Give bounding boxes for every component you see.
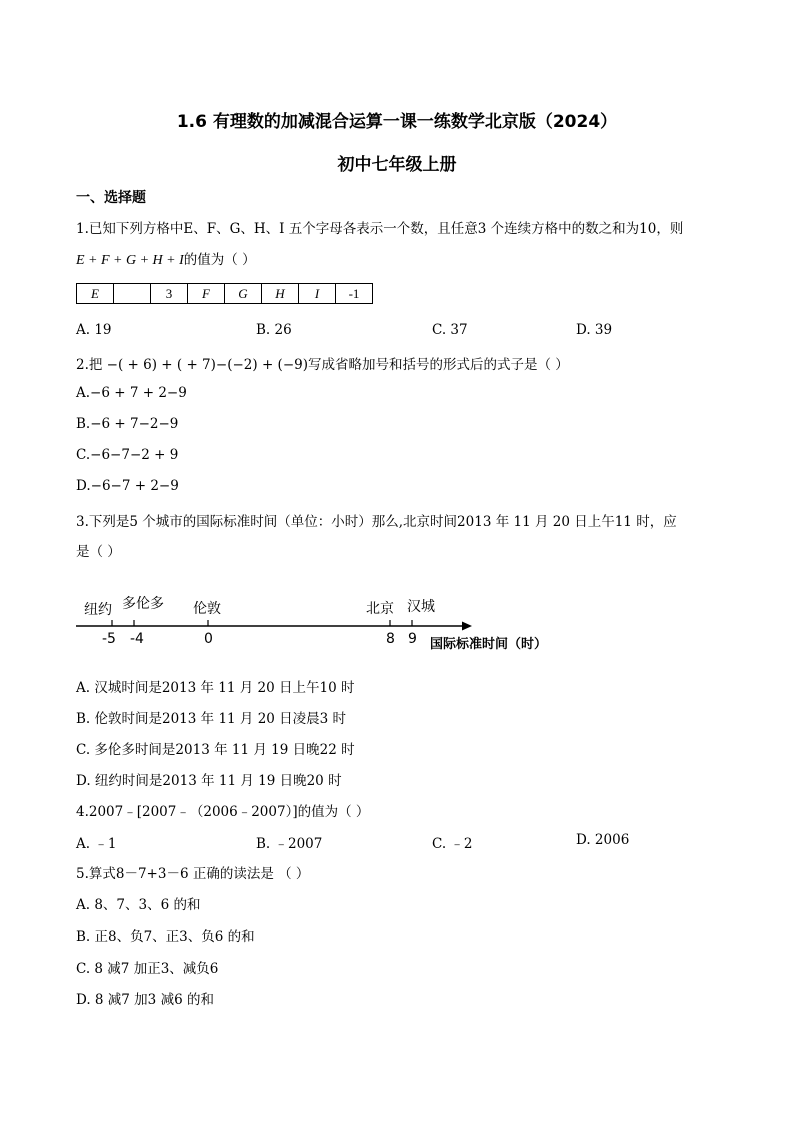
q4-option-d: D. 2006 xyxy=(576,832,630,848)
q5-option-b: B. 正8、负7、正3、负6 的和 xyxy=(76,929,255,945)
q3-option-d: D. 纽约时间是2013 年 11 月 19 日晚20 时 xyxy=(76,773,342,789)
q3-option-b: B. 伦敦时间是2013 年 11 月 20 日凌晨3 时 xyxy=(76,711,347,727)
grid-cell: 3 xyxy=(151,284,188,304)
tick-label: -4 xyxy=(130,631,144,647)
arrow-icon xyxy=(462,622,472,631)
grid-cell: I xyxy=(299,284,336,304)
q1-option-d: D. 39 xyxy=(576,322,613,338)
q4-option-a: A. ﹣1 xyxy=(76,836,117,852)
q1-stem-line2 xyxy=(76,248,256,269)
tick-label: 9 xyxy=(408,631,417,647)
document-title: 1.6 有理数的加减混合运算一课一练数学北京版（2024） xyxy=(176,112,618,132)
q3-option-a: A. 汉城时间是2013 年 11 月 20 日上午10 时 xyxy=(76,680,355,696)
grid-cell: E xyxy=(77,284,114,304)
q3-stem-line1: 3.下列是5 个城市的国际标准时间（单位：小时）那么,北京时间2013 年 11 月 20 日上午11 时，应 xyxy=(76,514,677,530)
city-label: 北京 xyxy=(366,601,394,617)
time-number-line xyxy=(76,592,596,656)
q1-option-a: A. 19 xyxy=(76,322,112,338)
q5-option-d: D. 8 减7 加3 减6 的和 xyxy=(76,992,214,1008)
document-subtitle: 初中七年级上册 xyxy=(337,155,457,175)
q1-stem-line1: 1.已知下列方格中E、F、G、H、I 五个字母各表示一个数，且任意3 个连续方格中的数之和为10，则 xyxy=(76,221,684,237)
q2-option-b: B.−6 + 7−2−9 xyxy=(76,416,179,432)
q5-option-a: A. 8、7、3、6 的和 xyxy=(76,897,201,913)
city-label: 纽约 xyxy=(84,602,112,618)
city-label: 多伦多 xyxy=(122,596,164,612)
q1-expression: E + F + G + H + I xyxy=(76,253,184,268)
q2-option-d: D.−6−7 + 2−9 xyxy=(76,478,179,494)
section-heading: 一、选择题 xyxy=(76,190,146,206)
q5-option-c: C. 8 减7 加正3、减负6 xyxy=(76,961,219,977)
tick-label: 8 xyxy=(386,631,395,647)
tick-label: -5 xyxy=(102,631,116,647)
q2-option-a: A.−6 + 7 + 2−9 xyxy=(76,385,187,401)
city-label: 伦敦 xyxy=(193,601,221,617)
q4-option-c: C. ﹣2 xyxy=(432,836,473,852)
q1-option-b: B. 26 xyxy=(256,322,292,338)
tick-label: 0 xyxy=(204,631,213,647)
grid-cell: G xyxy=(225,284,262,304)
q1-stem-tail: 的值为（ ） xyxy=(183,252,256,268)
q1-option-c: C. 37 xyxy=(432,322,468,338)
grid-cell: H xyxy=(262,284,299,304)
q2-stem: 2.把 −( + 6) + ( + 7)−(−2) + (−9)写成省略加号和括号的形式后的式子是（ ） xyxy=(76,357,569,373)
grid-cell xyxy=(114,284,151,304)
q1-grid xyxy=(76,283,373,304)
axis-label: 国际标准时间（时） xyxy=(430,637,548,652)
grid-cell: -1 xyxy=(336,284,373,304)
q3-option-c: C. 多伦多时间是2013 年 11 月 19 日晚22 时 xyxy=(76,742,355,758)
q3-stem-line2: 是（ ） xyxy=(76,544,121,560)
grid-cell: F xyxy=(188,284,225,304)
q4-stem: 4.2007﹣[2007﹣（2006﹣2007）]的值为（ ） xyxy=(76,804,370,820)
q2-option-c: C.−6−7−2 + 9 xyxy=(76,447,179,463)
city-label: 汉城 xyxy=(407,599,435,615)
q5-stem: 5.算式8－7+3－6 正确的读法是 （ ） xyxy=(76,866,310,882)
q4-option-b: B. ﹣2007 xyxy=(256,836,323,852)
